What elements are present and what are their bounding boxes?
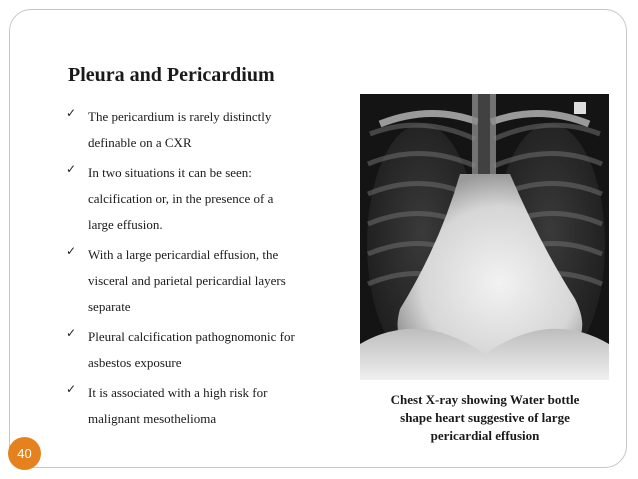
bullet-text-line: In two situations it can be seen: [88, 165, 252, 180]
bullet-text-line: With a large pericardial effusion, the [88, 247, 279, 262]
bullet-list [66, 104, 356, 436]
checkmark-icon: ✓ [66, 326, 77, 340]
bullet-text-line: large effusion. [88, 217, 163, 232]
caption-line: Chest X-ray showing Water bottle [390, 392, 580, 407]
bullet-text-line: Pleural calcification pathognomonic for [88, 329, 295, 344]
bullet-item [66, 324, 356, 376]
checkmark-icon: ✓ [66, 106, 77, 120]
image-caption [365, 391, 605, 445]
bullet-item [66, 160, 356, 238]
bullet-text-line: malignant mesothelioma [88, 411, 217, 426]
bullet-text-line: The pericardium is rarely distinctly [88, 109, 272, 124]
bullet-text-line: asbestos exposure [88, 355, 182, 370]
bullet-text-line: visceral and parietal pericardial layers [88, 273, 286, 288]
slide-title: Pleura and Pericardium [68, 64, 275, 86]
checkmark-icon: ✓ [66, 162, 77, 176]
bullet-item [66, 104, 356, 156]
checkmark-icon: ✓ [66, 244, 77, 258]
page-number-badge: 40 [8, 437, 41, 470]
bullet-text-line: separate [88, 299, 131, 314]
bullet-text-line: It is associated with a high risk for [88, 385, 268, 400]
bullet-text-line: definable on a CXR [88, 135, 192, 150]
bullet-item [66, 380, 356, 432]
bullet-item [66, 242, 356, 320]
caption-line: shape heart suggestive of large [400, 410, 570, 425]
bullet-text-line: calcification or, in the presence of a [88, 191, 274, 206]
caption-line: pericardial effusion [430, 428, 540, 443]
chest-xray-image [360, 94, 609, 380]
checkmark-icon: ✓ [66, 382, 77, 396]
